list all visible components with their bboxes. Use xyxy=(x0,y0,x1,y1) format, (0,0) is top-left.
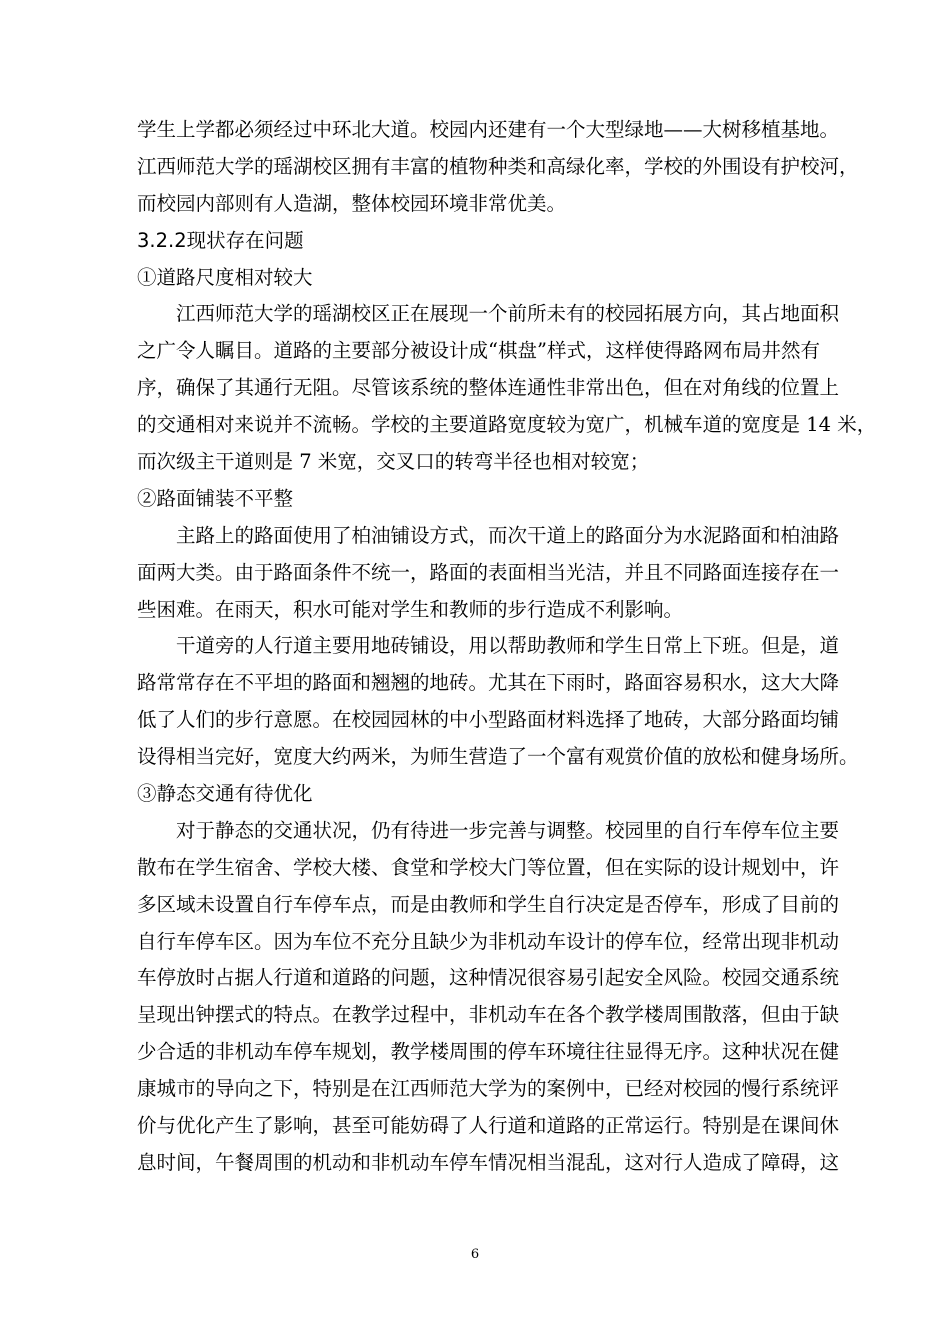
text-line: 对于静态的交通状况，仍有待进一步完善与调整。校园里的自行车停车位主要 xyxy=(176,818,840,842)
page-number: 6 xyxy=(470,1247,480,1262)
text-line: 散布在学生宿舍、学校大楼、食堂和学校大门等位置，但在实际的设计规划中，许 xyxy=(137,855,840,879)
text-line: 江西师范大学的瑶湖校区正在展现一个前所未有的校园拓展方向，其占地面积 xyxy=(176,302,840,326)
text-line: 而校园内部则有人造湖，整体校园环境非常优美。 xyxy=(137,191,567,215)
text-line: 多区域未设置自行车停车点，而是由教师和学生自行决定是否停车，形成了目前的 xyxy=(137,892,840,916)
text-line: 呈现出钟摆式的特点。在教学过程中，非机动车在各个教学楼周围散落，但由于缺 xyxy=(137,1003,840,1027)
text-line: 学生上学都必须经过中环北大道。校园内还建有一个大型绿地——大树移植基地。 xyxy=(137,118,840,141)
paragraph xyxy=(137,296,877,480)
text-line: 设得相当完好，宽度大约两米，为师生营造了一个富有观赏价值的放松和健身场所。 xyxy=(137,745,859,769)
text-line: ③静态交通有待优化 xyxy=(137,782,313,806)
paragraph xyxy=(137,112,857,223)
document-body xyxy=(137,112,877,1182)
text-line: 少合适的非机动车停车规划，教学楼周围的停车环境往往显得无序。这种状况在健 xyxy=(137,1040,840,1064)
text-line: 面两大类。由于路面条件不统一，路面的表面相当光洁，并且不同路面连接存在一 xyxy=(137,560,840,584)
text-line: 路常常存在不平坦的路面和翘翘的地砖。尤其在下雨时，路面容易积水，这大大降 xyxy=(137,671,840,695)
text-line: 3.2.2现状存在问题 xyxy=(137,228,304,252)
subsection-heading xyxy=(137,776,857,813)
text-line: 低了人们的步行意愿。在校园园林的中小型路面材料选择了地砖，大部分路面均铺 xyxy=(137,708,840,732)
text-line: ①道路尺度相对较大 xyxy=(137,265,313,289)
text-line: 价与优化产生了影响，甚至可能妨碍了人行道和道路的正常运行。特别是在课间休 xyxy=(137,1114,840,1138)
text-line: 干道旁的人行道主要用地砖铺设，用以帮助教师和学生日常上下班。但是，道 xyxy=(176,634,840,658)
text-line: 之广令人瞩目。道路的主要部分被设计成“棋盘”样式，这样使得路网布局井然有 xyxy=(137,339,820,363)
paragraph xyxy=(137,518,857,629)
text-line: 江西师范大学的瑶湖校区拥有丰富的植物种类和高绿化率，学校的外围设有护校河， xyxy=(137,154,859,178)
text-line: ②路面铺装不平整 xyxy=(137,486,294,510)
subsection-heading xyxy=(137,260,857,297)
text-line: 康城市的导向之下，特别是在江西师范大学为的案例中，已经对校园的慢行系统评 xyxy=(137,1077,840,1101)
text-line: 主路上的路面使用了柏油铺设方式，而次干道上的路面分为水泥路面和柏油路 xyxy=(176,523,840,547)
section-heading xyxy=(137,223,857,260)
text-line: 息时间，午餐周围的机动和非机动车停车情况相当混乱，这对行人造成了障碍，这 xyxy=(137,1150,840,1174)
text-line: 序，确保了其通行无阻。尽管该系统的整体连通性非常出色，但在对角线的位置上 xyxy=(137,376,840,400)
text-line: 自行车停车区。因为车位不充分且缺少为非机动车设计的停车位，经常出现非机动 xyxy=(137,929,840,953)
subsection-heading xyxy=(137,481,857,518)
text-line: 车停放时占据人行道和道路的问题，这种情况很容易引起安全风险。校园交通系统 xyxy=(137,966,840,990)
text-line: 些困难。在雨天，积水可能对学生和教师的步行造成不利影响。 xyxy=(137,597,684,621)
text-line: 而次级主干道则是 7 米宽，交叉口的转弯半径也相对较宽； xyxy=(137,450,650,474)
paragraph xyxy=(137,628,857,776)
text-line: 的交通相对来说并不流畅。学校的主要道路宽度较为宽广，机械车道的宽度是 14 米， xyxy=(137,413,877,437)
paragraph xyxy=(137,813,857,1182)
